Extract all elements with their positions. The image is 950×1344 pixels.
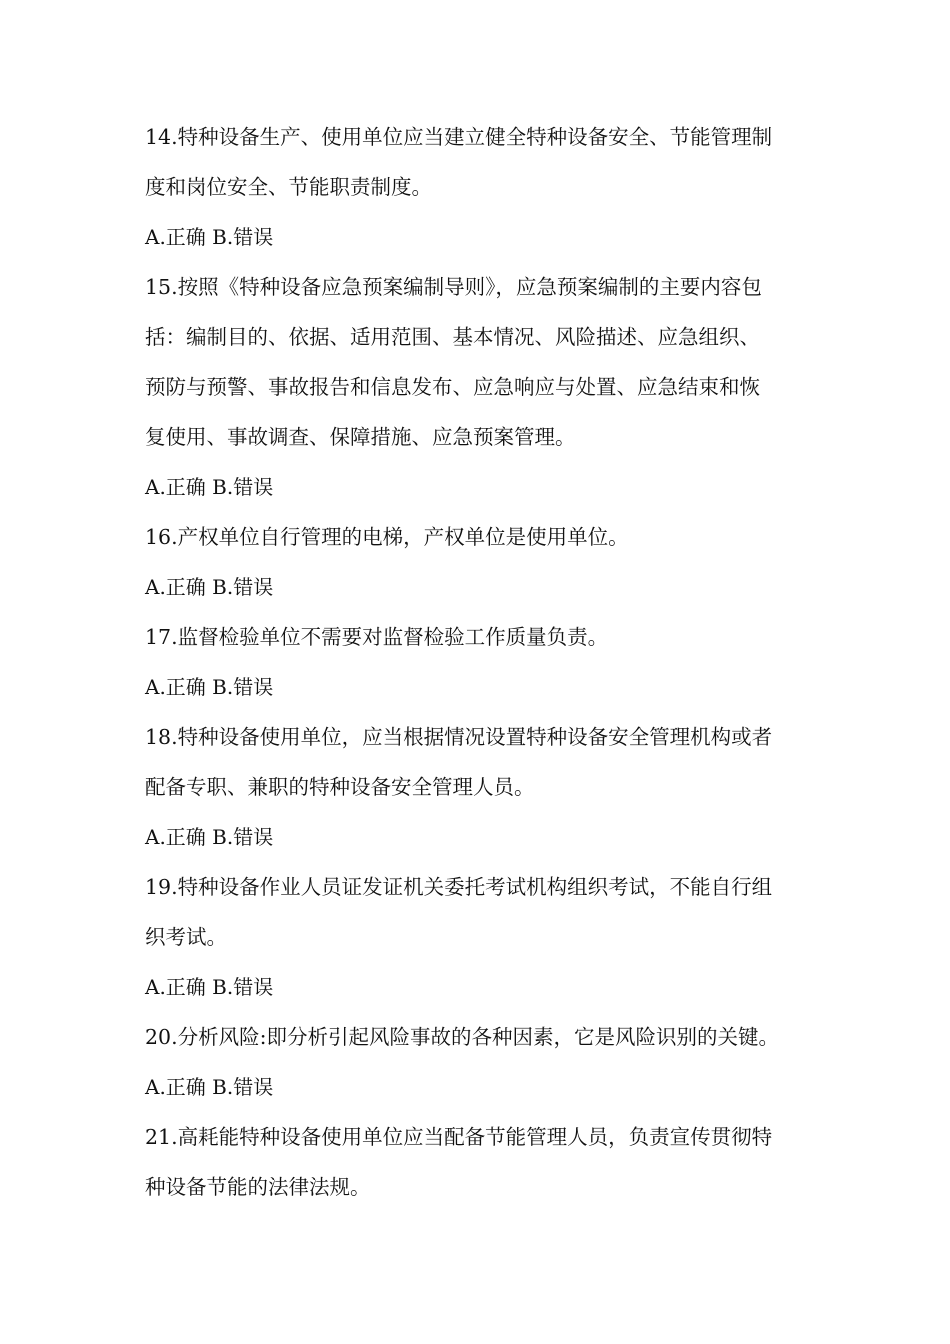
question-text-line: 14.特种设备生产、使用单位应当建立健全特种设备安全、节能管理制 [145,125,773,149]
answer-options: A.正确 B.错误 [145,475,274,499]
question-text-line: 21.高耗能特种设备使用单位应当配备节能管理人员，负责宣传贯彻特 [145,1125,773,1149]
question-text-line: 19.特种设备作业人员证发证机关委托考试机构组织考试，不能自行组 [145,875,773,899]
question-text-line: 织考试。 [145,925,227,949]
question-text-line: 17.监督检验单位不需要对监督检验工作质量负责。 [145,625,609,649]
question-18 [145,712,810,862]
question-15 [145,262,810,512]
question-text-line: 括：编制目的、依据、适用范围、基本情况、风险描述、应急组织、 [145,325,760,349]
question-21 [145,1112,810,1212]
question-14 [145,112,810,262]
question-text-line: 复使用、事故调查、保障措施、应急预案管理。 [145,425,576,449]
answer-options: A.正确 B.错误 [145,1075,274,1099]
answer-options: A.正确 B.错误 [145,675,274,699]
answer-options: A.正确 B.错误 [145,825,274,849]
question-20 [145,1012,810,1112]
question-16 [145,512,810,612]
answer-options: A.正确 B.错误 [145,975,274,999]
question-list [145,112,810,1212]
question-text-line: 15.按照《特种设备应急预案编制导则》，应急预案编制的主要内容包 [145,275,762,299]
question-text-line: 种设备节能的法律法规。 [145,1175,371,1199]
question-text-line: 18.特种设备使用单位，应当根据情况设置特种设备安全管理机构或者 [145,725,773,749]
question-text-line: 预防与预警、事故报告和信息发布、应急响应与处置、应急结束和恢 [145,375,760,399]
question-text-line: 20.分析风险:即分析引起风险事故的各种因素，它是风险识别的关键。 [145,1025,780,1049]
question-text-line: 配备专职、兼职的特种设备安全管理人员。 [145,775,535,799]
question-19 [145,862,810,1012]
answer-options: A.正确 B.错误 [145,575,274,599]
question-text-line: 16.产权单位自行管理的电梯，产权单位是使用单位。 [145,525,629,549]
question-text-line: 度和岗位安全、节能职责制度。 [145,175,432,199]
question-17 [145,612,810,712]
answer-options: A.正确 B.错误 [145,225,274,249]
